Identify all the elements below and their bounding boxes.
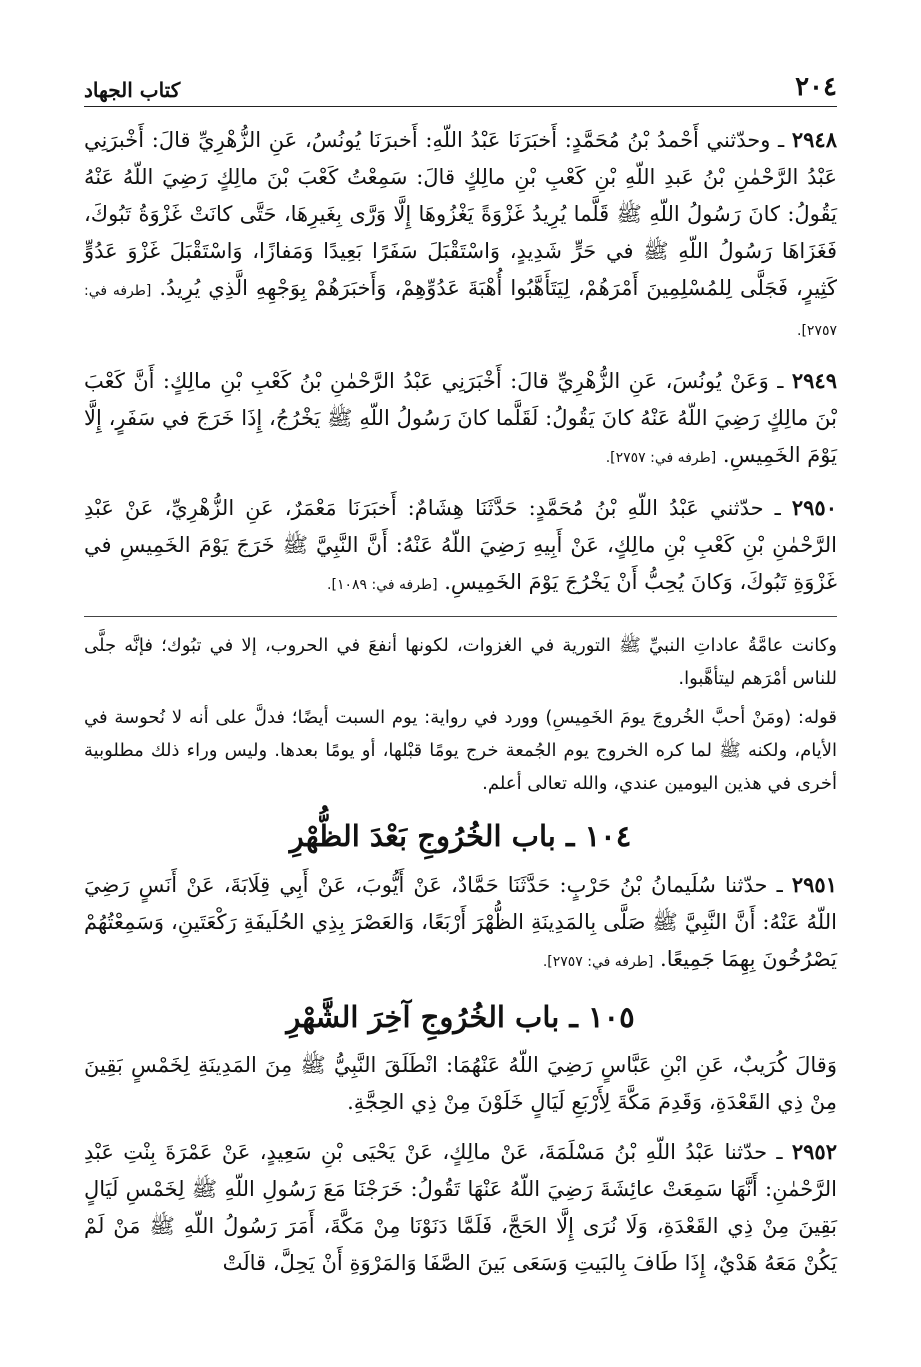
commentary-paragraph: قوله: (ومَنْ أحبَّ الخُروجَ يومَ الخَمِيسِ) وورد في رواية: يوم السبت أيضًا؛ فدلَّ على أنه لا نُحوسة في الأيام، ولكنه ﷺ لما كره الخروج يوم الجُمعة خرج يومًا قبْلها، أو يومًا بعدها. وليس وراء ذلك مطلوبية أخرى في هذين اليومين عندي، والله تعالى أعلم. — [84, 707, 837, 794]
hadith-reference: [طرفه في: ٢٧٥٧]. — [84, 283, 837, 339]
hadith-number: ٢٩٤٩ — [791, 368, 837, 393]
commentary-paragraph: وكانت عامَّةُ عاداتِ النبيِّ ﷺ التورية في الغزوات، لكونها أنفعَ في الحروب، إلا في تبُوك؛ فإنَّه جلَّى للناس أمْرَهم ليتأهَّبوا. — [84, 635, 837, 689]
hadith-2949 — [84, 362, 837, 477]
hadith-2950 — [84, 489, 837, 604]
hadith-text: وَقالَ كُرَيبٌ، عَنِ ابْنِ عَبَّاسٍ رَضِيَ اللّهُ عَنْهُمَا: انْطَلَقَ النَّبِيُّ ﷺ مِنَ المَدِينَةِ لِخَمْسٍ بَقِينَ مِنْ ذِي القَعْدَةِ، وَقَدِمَ مَكَّةَ لِأَرْبَعِ لَيَالٍ خَلَوْنَ مِنْ ذِي الحِجَّةِ. — [84, 1053, 837, 1114]
hadith-number: ٢٩٥٠ — [791, 495, 837, 520]
page-header — [84, 74, 837, 107]
hadith-text: ـ وحدّثني أَحْمدُ بْنُ مُحَمَّدٍ: أَخبَرَنَا عَبْدُ اللّهِ: أَخبرَنَا يُونُسُ، عَنِ الزُّهْرِيِّ قالَ: أَخْبرَنِي عَبْدُ الرَّحْمٰنِ بْنُ عَبدِ اللّهِ بْنِ كَعْبِ بْنِ مالِكٍ قالَ: سَمِعْتُ كَعْبَ بْنَ مالِكٍ رَضِيَ اللّهُ عَنْهُ يَقُولُ: كانَ رَسُولُ اللّهِ ﷺ قَلَّما يُرِيدُ غَزْوَةً يَغْزُوهَا إِلَّا وَرَّى بِغَيرِهَا، حَتَّى كانَتْ غَزْوَةُ تَبُوكَ، فَغَزَاهَا رَسُولُ اللّهِ ﷺ في حَرٍّ شَدِيدٍ، وَاسْتَقْبَلَ سَفَرًا بَعِيدًا وَمَفازًا، وَاسْتَقْبَلَ غَزْوَ عَدُوٍّ كَثِيرٍ، فَجَلَّى لِلمُسْلِمِينَ أَمْرَهُمْ، لِيَتَأَهَّبُوا أُهْبَةَ عَدُوِّهِمْ، وَأَخبَرَهُمْ بِوَجْهِهِ الَّذِي يُرِيدُ. — [84, 128, 837, 300]
running-title: كتاب الجهاد — [84, 78, 181, 102]
hadith-reference: [طرفه في: ١٠٨٩]. — [327, 577, 438, 593]
hadith-2952 — [84, 1133, 837, 1282]
chapter-narration — [84, 1047, 837, 1121]
page-number: ٢٠٤ — [795, 72, 837, 102]
hadith-text: ـ حدّثني عَبْدُ اللّهِ بْنُ مُحَمَّدٍ: حَدَّثَنَا هِشَامٌ: أَخبَرَنَا مَعْمَرٌ، عَنِ الزُّهْرِيِّ، عَنْ عَبْدِ الرَّحْمٰنِ بْنِ كَعْبِ بْنِ مالِكٍ، عَنْ أَبِيهِ رَضِيَ اللّهُ عَنْهُ: أَنَّ النَّبِيَّ ﷺ خَرَجَ يَوْمَ الخَمِيسِ في غَزْوَةِ تَبُوكَ، وَكانَ يُحِبُّ أَنْ يَخْرُجَ يَوْمَ الخَمِيسِ. — [84, 496, 837, 594]
chapter-heading-104: ١٠٤ ـ باب الخُرُوجِ بَعْدَ الظُّهْرِ — [289, 819, 632, 853]
hadith-number: ٢٩٤٨ — [791, 127, 837, 152]
hadith-text: ـ وَعَنْ يُونُسَ، عَنِ الزُّهْرِيِّ قالَ: أَخْبَرَنِي عَبْدُ الرَّحْمٰنِ بْنُ كَعْبِ بْنِ مالِكٍ: أَنَّ كَعْبَ بْنَ مالِكٍ رَضِيَ اللّهُ عَنْهُ كانَ يَقُولُ: لَقَلَّما كانَ رَسُولُ اللّهِ ﷺ يَخْرُجُ، إِذَا خَرَجَ في سَفَرٍ، إِلَّا يَوْمَ الخَمِيسِ. — [84, 369, 837, 467]
hadith-text: ـ حدّثنا عَبْدُ اللّهِ بْنُ مَسْلَمَةَ، عَنْ مالِكٍ، عَنْ يَحْيَى بْنِ سَعِيدٍ، عَنْ عَمْرَةَ بِنْتِ عَبْدِ الرَّحْمٰنِ: أَنَّهَا سَمِعَتْ عائِشَةَ رَضِيَ اللّهُ عَنْهَا تَقُولُ: خَرَجْنَا مَعَ رَسُولِ اللّهِ ﷺ لِخَمْسِ لَيَالٍ بَقِينَ مِنْ ذِي القَعْدَةِ، وَلَا نُرَى إِلَّا الحَجَّ، فَلَمَّا دَنَوْنَا مِنْ مَكَّةَ، أَمَرَ رَسُولُ اللّهِ ﷺ مَنْ لَمْ يَكُنْ مَعَهُ هَدْيٌ، إِذَا طَافَ بِالبَيتِ وَسَعَى بَينَ الصَّفَا وَالمَرْوَةِ أَنْ يَحِلَّ، قالَتْ — [84, 1140, 837, 1275]
hadith-reference: [طرفه في: ٢٧٥٧]. — [605, 450, 717, 466]
page-content — [84, 121, 837, 1282]
hadith-2951 — [84, 866, 837, 981]
commentary-divider — [84, 616, 837, 617]
hadith-number: ٢٩٥٢ — [791, 1139, 837, 1164]
hadith-text: ـ حدّثنا سُلَيمانُ بْنُ حَرْبٍ: حَدَّثَنَا حَمَّادٌ، عَنْ أَيُّوبَ، عَنْ أَبِي قِلَابَةَ، عَنْ أَنَسٍ رَضِيَ اللّهُ عَنْهُ: أَنَّ النَّبِيَّ ﷺ صَلَّى بِالمَدِينَةِ الظُّهْرَ أَرْبَعًا، وَالعَصْرَ بِذِي الحُلَيفَةِ رَكْعَتَينِ، وَسَمِعْتُهُمْ يَصْرُخُونَ بِهِمَا جَمِيعًا. — [84, 873, 837, 971]
hadith-reference: [طرفه في: ٢٧٥٧]. — [542, 954, 654, 970]
chapter-heading-105: ١٠٥ ـ باب الخُرُوجِ آخِرَ الشَّهْرِ — [286, 1000, 635, 1034]
hadith-2948 — [84, 121, 837, 350]
hadith-number: ٢٩٥١ — [791, 872, 837, 897]
